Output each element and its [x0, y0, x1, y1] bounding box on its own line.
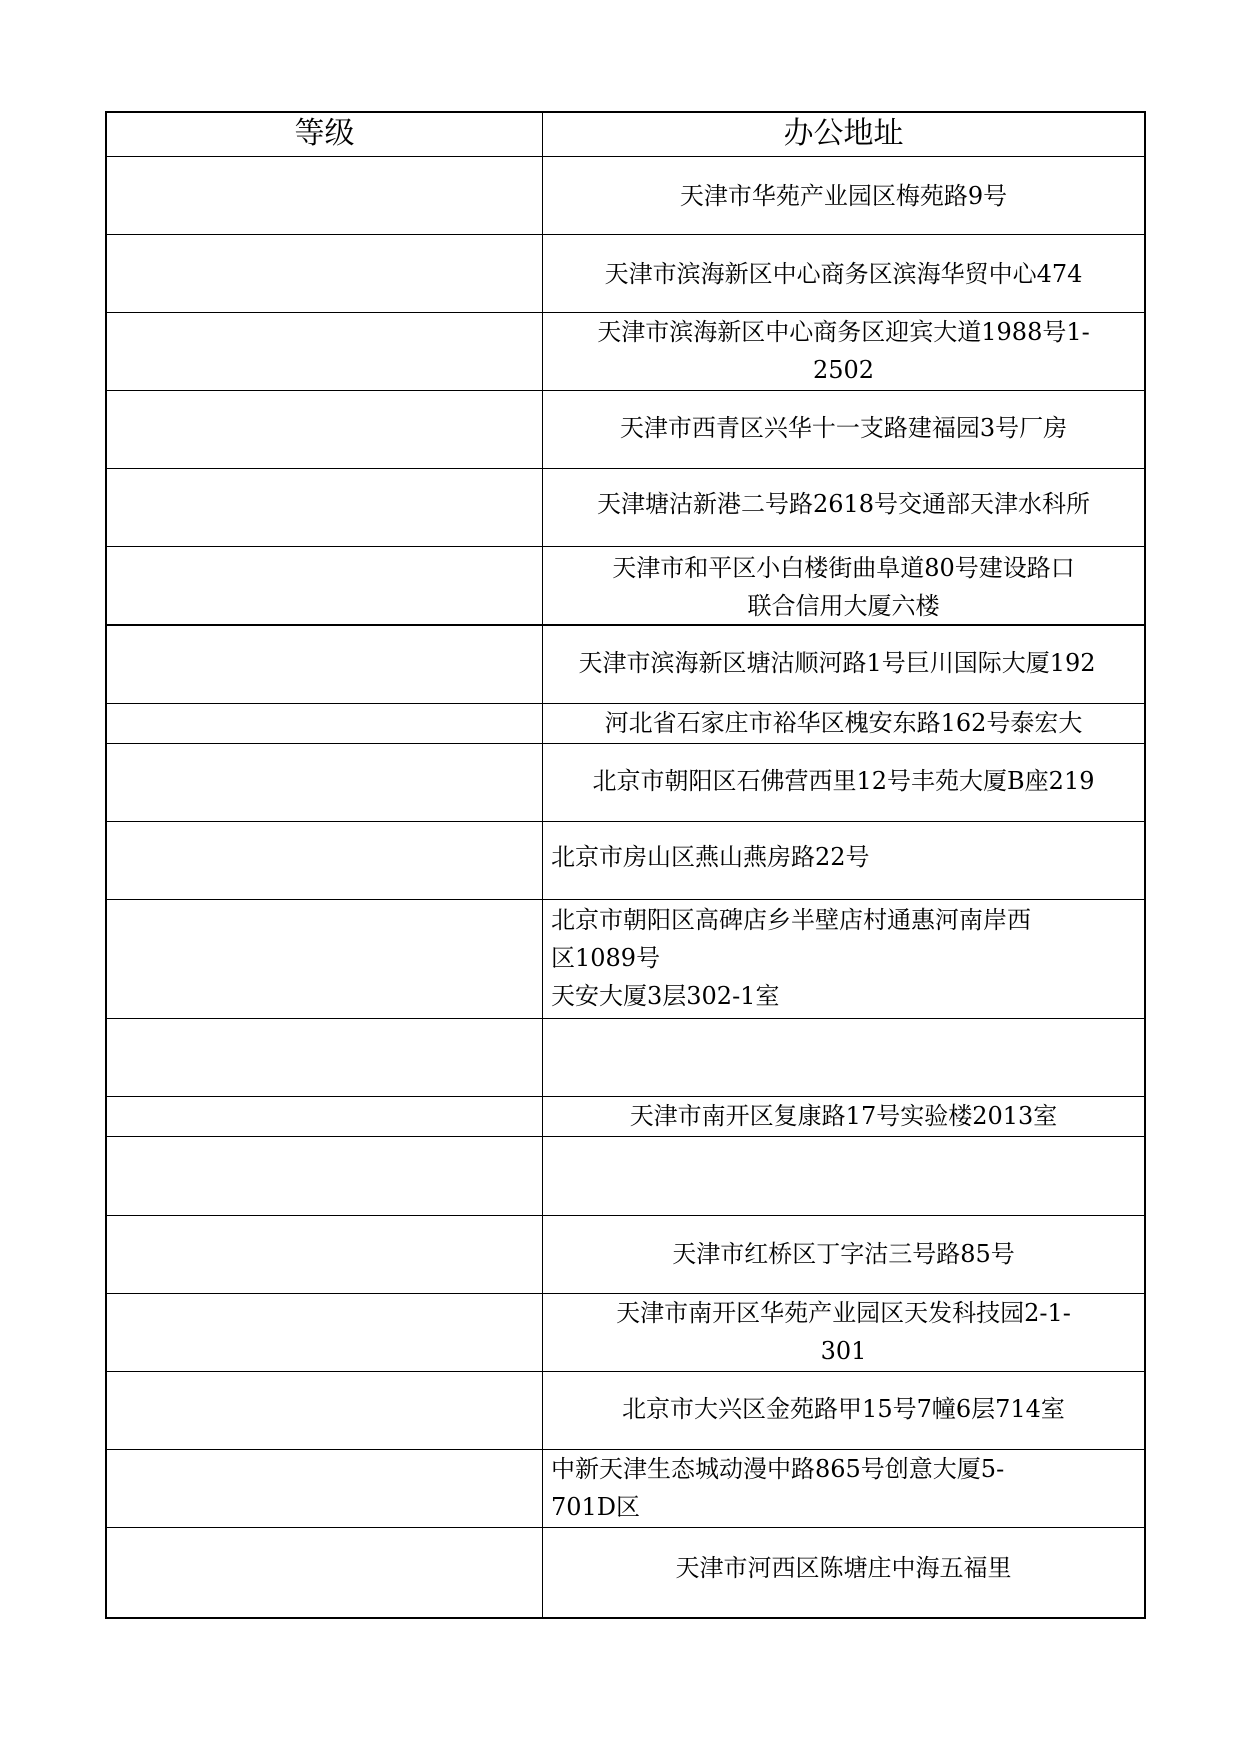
- grade-cell: [107, 1372, 542, 1449]
- address-cell: 天津市滨海新区中心商务区滨海华贸中心474: [604, 260, 1083, 288]
- address-cell: 天津市滨海新区中心商务区迎宾大道1988号1- 2502: [597, 318, 1090, 384]
- grade-cell: [107, 313, 542, 390]
- grade-cell: [107, 547, 542, 624]
- address-cell: 天津市红桥区丁字沽三号路85号: [672, 1240, 1015, 1268]
- grade-cell: [107, 900, 542, 1018]
- grade-cell: [107, 744, 542, 821]
- address-cell: 天津市南开区复康路17号实验楼2013室: [629, 1102, 1058, 1130]
- grade-cell: [107, 1450, 542, 1527]
- address-cell: 北京市朝阳区石佛营西里12号丰苑大厦B座219: [592, 767, 1095, 795]
- address-cell: [543, 1155, 1144, 1195]
- grade-cell: [107, 704, 542, 743]
- address-cell: 天津塘沽新港二号路2618号交通部天津水科所: [596, 490, 1091, 518]
- grade-cell: [107, 235, 542, 312]
- grade-cell: [107, 469, 542, 546]
- grade-cell: [107, 1216, 542, 1293]
- address-cell: 北京市大兴区金苑路甲15号7幢6层714室: [622, 1395, 1065, 1423]
- grade-cell: [107, 1019, 542, 1096]
- address-cell: 天津市河西区陈塘庄中海五福里: [675, 1554, 1012, 1582]
- address-cell: 天津市滨海新区塘沽顺河路1号巨川国际大厦192: [578, 649, 1096, 677]
- address-cell: 北京市朝阳区高碑店乡半壁店村通惠河南岸西 区1089号 天安大厦3层302-1室: [551, 906, 1031, 1010]
- address-cell: 天津市华苑产业园区梅苑路9号: [679, 182, 1008, 210]
- grade-cell: [107, 157, 542, 234]
- address-cell: 河北省石家庄市裕华区槐安东路162号泰宏大: [604, 709, 1083, 737]
- address-cell: [543, 1037, 1144, 1077]
- address-cell: 天津市西青区兴华十一支路建福园3号厂房: [619, 414, 1068, 442]
- grade-cell: [107, 1137, 542, 1215]
- address-cell: 北京市房山区燕山燕房路22号: [551, 843, 870, 871]
- header-grade: 等级: [294, 116, 355, 151]
- header-address: 办公地址: [783, 116, 904, 151]
- data-table: [105, 111, 1146, 1619]
- grade-cell: [107, 626, 542, 703]
- address-cell: 中新天津生态城动漫中路865号创意大厦5- 701D区: [551, 1455, 1005, 1521]
- grade-cell: [107, 822, 542, 899]
- grade-cell: [107, 1097, 542, 1136]
- address-cell: 天津市和平区小白楼街曲阜道80号建设路口 联合信用大厦六楼: [612, 554, 1075, 620]
- grade-cell: [107, 1294, 542, 1371]
- grade-cell: [107, 1528, 542, 1617]
- grade-cell: [107, 391, 542, 468]
- address-cell: 天津市南开区华苑产业园区天发科技园2-1- 301: [616, 1299, 1071, 1365]
